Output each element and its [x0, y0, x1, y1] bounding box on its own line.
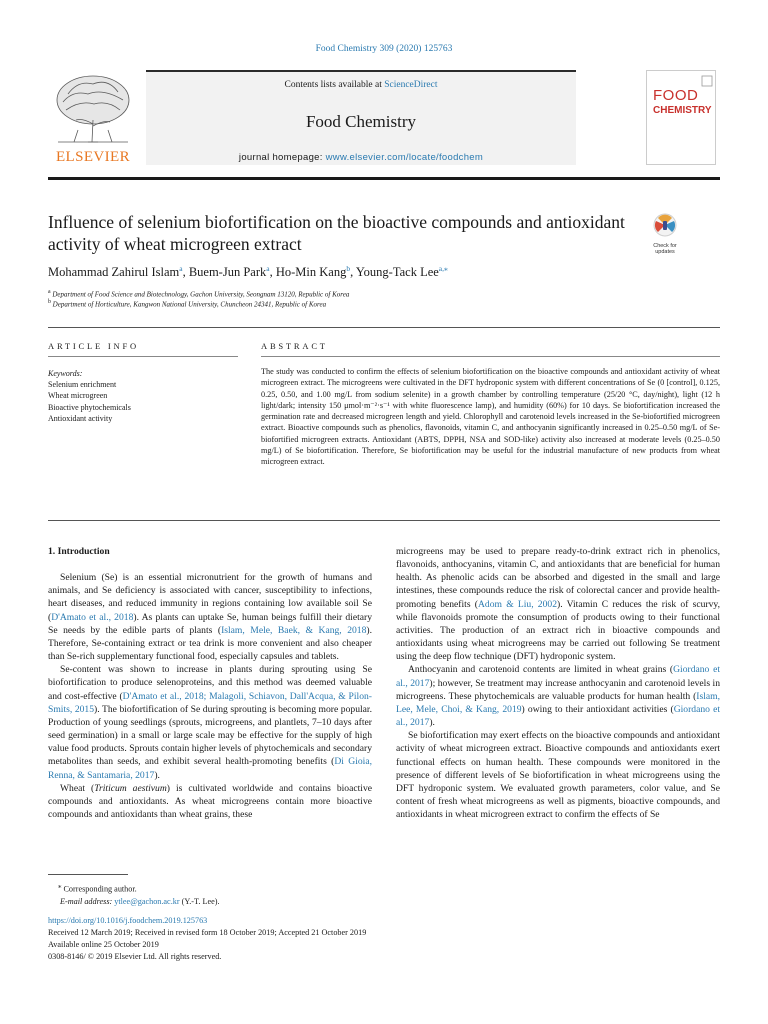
body-text: Se-content was shown to increase in plants during sprouting using Se biofortification to produce selenoproteins, and this method was deemed valuable and cost-effective ( — [48, 664, 372, 702]
email-label: E-mail address: — [60, 896, 113, 906]
body-text: ); however, Se treatment may increase anthocyanin and carotenoid levels in microgreens. These phytochemicals are valuable products for human health ( — [396, 677, 721, 702]
journal-title: Food Chemistry — [305, 112, 417, 131]
elsevier-tree-logo — [48, 70, 138, 165]
footnote — [48, 881, 388, 908]
author-name: Buem-Jun Park — [188, 265, 267, 280]
keywords-label: Keywords: — [48, 369, 83, 378]
body-text: microgreens may be used to prepare ready-to-drink extract rich in phenolics, flavonoids, anthocyanins, vitamin C, and antioxidants that are beneficial for human health. As phenolic acids can be absorbed and digested in the small and large intestines, these compounds reduce the risk of colorectal cancer and provide health-promoting benefits ( — [396, 546, 720, 610]
body-text: ) is cultivated worldwide and contains bioactive compounds and antioxidants. As wheat microgreens contain more bioactive compounds and antioxidants than wheat grains, these — [48, 782, 372, 820]
author-list — [48, 264, 648, 280]
article-history — [48, 915, 548, 963]
author[interactable] — [356, 265, 448, 279]
body-text: ). The biofortification of Se during sprouting is becoming more popular. Production of young seedlings (sprouts, microgreens, and plantlets, 7–10 days after seed germination) in a small or large scale may be effective for the supply of high value food products. Sprouts contain higher levels of phytochemicals and secondary metabolites than seeds, and exhibit several health-promoting benefits ( — [48, 703, 372, 768]
author-name: Young-Tack Lee — [355, 265, 439, 280]
cover-emblem-icon — [701, 75, 713, 87]
body-paragraph — [396, 545, 720, 663]
affiliation — [48, 299, 668, 308]
homepage-prefix: journal homepage: — [238, 152, 326, 163]
affiliation-mark: a — [48, 289, 51, 295]
email-link[interactable]: ytlee@gachon.ac.kr — [114, 896, 180, 906]
body-text: ). — [429, 717, 435, 729]
author-separator: , — [182, 265, 189, 280]
footnote-rule — [48, 874, 128, 875]
author-affiliation-mark[interactable]: a — [179, 264, 183, 273]
email-note — [48, 896, 388, 908]
author-affiliation-mark[interactable]: a — [266, 264, 270, 273]
author[interactable] — [189, 265, 270, 279]
section-rule — [48, 327, 720, 328]
body-paragraph — [396, 663, 720, 729]
crossmark-label-line2: updates — [655, 249, 675, 255]
author-separator: , — [269, 265, 276, 280]
body-text: ). Therefore, Se-containing extract or tea drink is more convenient and also cheaper than Se-rich supplementary functional food, especially capsules and tablets. — [48, 624, 372, 663]
article-info-rule — [48, 356, 238, 357]
section-heading: 1. Introduction — [48, 546, 110, 557]
article-title: Influence of selenium biofortification on the bioactive compounds and antioxidant activity of wheat microgreen extract — [48, 212, 625, 254]
journal-banner — [146, 70, 576, 165]
citation-link[interactable]: Giordano et al., 2017 — [396, 703, 720, 729]
affiliation-text: Department of Food Science and Biotechnology, Gachon University, Seongnam 13120, Republic of Korea — [52, 290, 350, 299]
author-name: Mohammad Zahirul Islam — [48, 265, 180, 280]
body-text: Anthocyanin and carotenoid contents are limited in wheat grains ( — [408, 664, 674, 676]
citation-link[interactable]: Di Gioia, Renna, & Santamaria, 2017 — [48, 756, 372, 781]
doi-link[interactable]: https://doi.org/10.1016/j.foodchem.2019.125763 — [48, 916, 208, 925]
sciencedirect-link[interactable]: ScienceDirect — [384, 80, 438, 90]
body-paragraph — [396, 729, 720, 821]
keyword: Bioactive phytochemicals — [48, 402, 131, 412]
keyword: Antioxidant activity — [48, 413, 113, 423]
corresponding-text: Corresponding author. — [63, 884, 137, 894]
body-paragraph — [48, 663, 372, 781]
affiliation-mark: b — [48, 299, 51, 305]
body-text: ) owing to their antioxidant activities ( — [521, 703, 674, 715]
author-affiliation-mark[interactable]: a,⁎ — [438, 264, 448, 273]
body-paragraph — [48, 571, 372, 663]
contents-prefix: Contents lists available at — [284, 80, 385, 90]
abstract-heading: ABSTRACT — [261, 341, 328, 351]
abstract-rule — [261, 356, 720, 357]
email-suffix: (Y.-T. Lee). — [179, 896, 220, 906]
keyword: Wheat microgreen — [48, 391, 108, 401]
citation-link[interactable]: D'Amato et al., 2018; Malagoli, Schiavon, Dall'Acqua, & Pilon-Smits, 2015 — [48, 690, 372, 715]
publisher-name: ELSEVIER — [55, 149, 131, 165]
section-rule — [48, 520, 720, 521]
crossmark-label-line1: Check for — [653, 243, 677, 249]
keyword: Selenium enrichment — [48, 380, 117, 390]
body-text: ). Vitamin C reduces the risk of scurvy, while flavonoids promote the consumption of products owing to their functional activities. The production of an extract rich in bioactive compounds and antioxidants using wheat microgreens may be carried out following Se treatment using the deep flow technique (DFT) hydroponic system. — [396, 598, 720, 663]
crossmark-label — [646, 243, 684, 255]
journal-citation[interactable]: Food Chemistry 309 (2020) 125763 — [315, 44, 453, 54]
citation-link[interactable]: Islam, Lee, Mele, Choi, & Kang, 2019 — [396, 690, 720, 715]
cover-title-chemistry: CHEMISTRY — [653, 105, 712, 116]
body-text: ). As plants can uptake Se, human beings fulfill their dietary Se needs by the edible parts of plants ( — [48, 611, 372, 636]
journal-homepage — [146, 152, 576, 163]
header-rule — [48, 177, 720, 180]
citation-link[interactable]: Adom & Liu, 2002 — [477, 598, 557, 610]
body-paragraph — [48, 782, 372, 821]
author[interactable] — [276, 265, 350, 279]
author[interactable] — [48, 265, 183, 279]
affiliation — [48, 289, 668, 298]
body-column-left — [48, 545, 372, 821]
contents-line — [146, 80, 576, 90]
body-text: Wheat ( — [60, 782, 95, 794]
cover-title-food: FOOD — [653, 87, 699, 104]
species-name: Triticum aestivum — [94, 782, 167, 794]
body-column-right — [396, 545, 720, 821]
copyright: 0308-8146/ © 2019 Elsevier Ltd. All rights reserved. — [48, 952, 222, 961]
body-text: ). — [154, 769, 160, 781]
abstract-text: The study was conducted to confirm the effects of selenium biofortification on the bioactive compounds and antioxidant activity of wheat microgreen extract. The microgreens were cultivated in the DFT hydroponic system with different concentrations of Se (0 [control], 0.125, 0.25, 0.50, and 1.00 mg/L from sodium selenite) in a growth chamber by controlling temperature (25/20 °C, day/night), light (12 h light/dark; intensity 150 μmol·m⁻²·s⁻¹ with white fluorescence lamp), and humidity (60%) for 10 days. Se biofortification increased the germination rate and decreased microgreen length and yield. Chlorophyll and carotenoid levels increased in the Se-biofortified microgreen extract. Bioactive compounds such as phenolics, flavonoids, vitamin C, and anthocyanin significantly increased in 0.25–0.50 mg/L of Se-biofortified microgreen extracts. Antioxidant (ABTS, DPPH, NSA and SOD-like) activity also increased at moderate levels (0.25–0.50 mg/L) of Se biofortification. Therefore, Se biofortification may be useful for the industrial manufacture of new products from wheat microgreen extract. — [261, 367, 720, 467]
citation-link[interactable]: Giordano et al., 2017 — [396, 664, 720, 689]
tree-icon — [48, 70, 138, 150]
crossmark-icon — [646, 212, 684, 238]
homepage-link[interactable]: www.elsevier.com/locate/foodchem — [325, 152, 484, 163]
citation-link[interactable]: D'Amato et al., 2018 — [51, 611, 134, 623]
check-for-updates-badge[interactable] — [646, 212, 684, 255]
author-name: Ho-Min Kang — [275, 265, 347, 280]
body-text: Se biofortification may exert effects on the bioactive compounds and antioxidant activity of wheat microgreen extract. Bioactive compounds and antioxidants exert functional effects on human health. These compounds were monitored in the presence of different levels of Se biofortification in wheat microgreens using the DFT hydroponic system. We evaluated growth parameters, color value, and Se content of fresh wheat microgreens as well as pigments, bioactive compounds, and antioxidants in wheat microgreen extract to confirm the effects of Se — [396, 730, 720, 821]
keywords-block — [48, 368, 238, 424]
corresponding-mark: ⁎ — [58, 883, 62, 890]
affiliation-text: Department of Horticulture, Kangwon National University, Chuncheon 24341, Republic of Korea — [52, 300, 327, 309]
body-text: Selenium (Se) is an essential micronutrient for the growth of humans and animals, and Se deficiency is associated with cancer, susceptibility to infections, heart diseases, and reduced immunity in regions containing low available soil Se ( — [48, 572, 372, 623]
author-affiliation-mark[interactable]: b — [346, 264, 351, 273]
author-separator: , — [350, 265, 356, 280]
available-online: Available online 25 October 2019 — [48, 940, 159, 949]
corresponding-author-note — [48, 881, 388, 896]
journal-header — [48, 70, 628, 165]
journal-cover[interactable] — [646, 70, 716, 165]
article-info-heading: ARTICLE INFO — [48, 341, 139, 351]
citation-link[interactable]: Islam, Mele, Baek, & Kang, 2018 — [221, 624, 367, 636]
received-dates: Received 12 March 2019; Received in revised form 18 October 2019; Accepted 21 October 2019 — [48, 928, 367, 937]
